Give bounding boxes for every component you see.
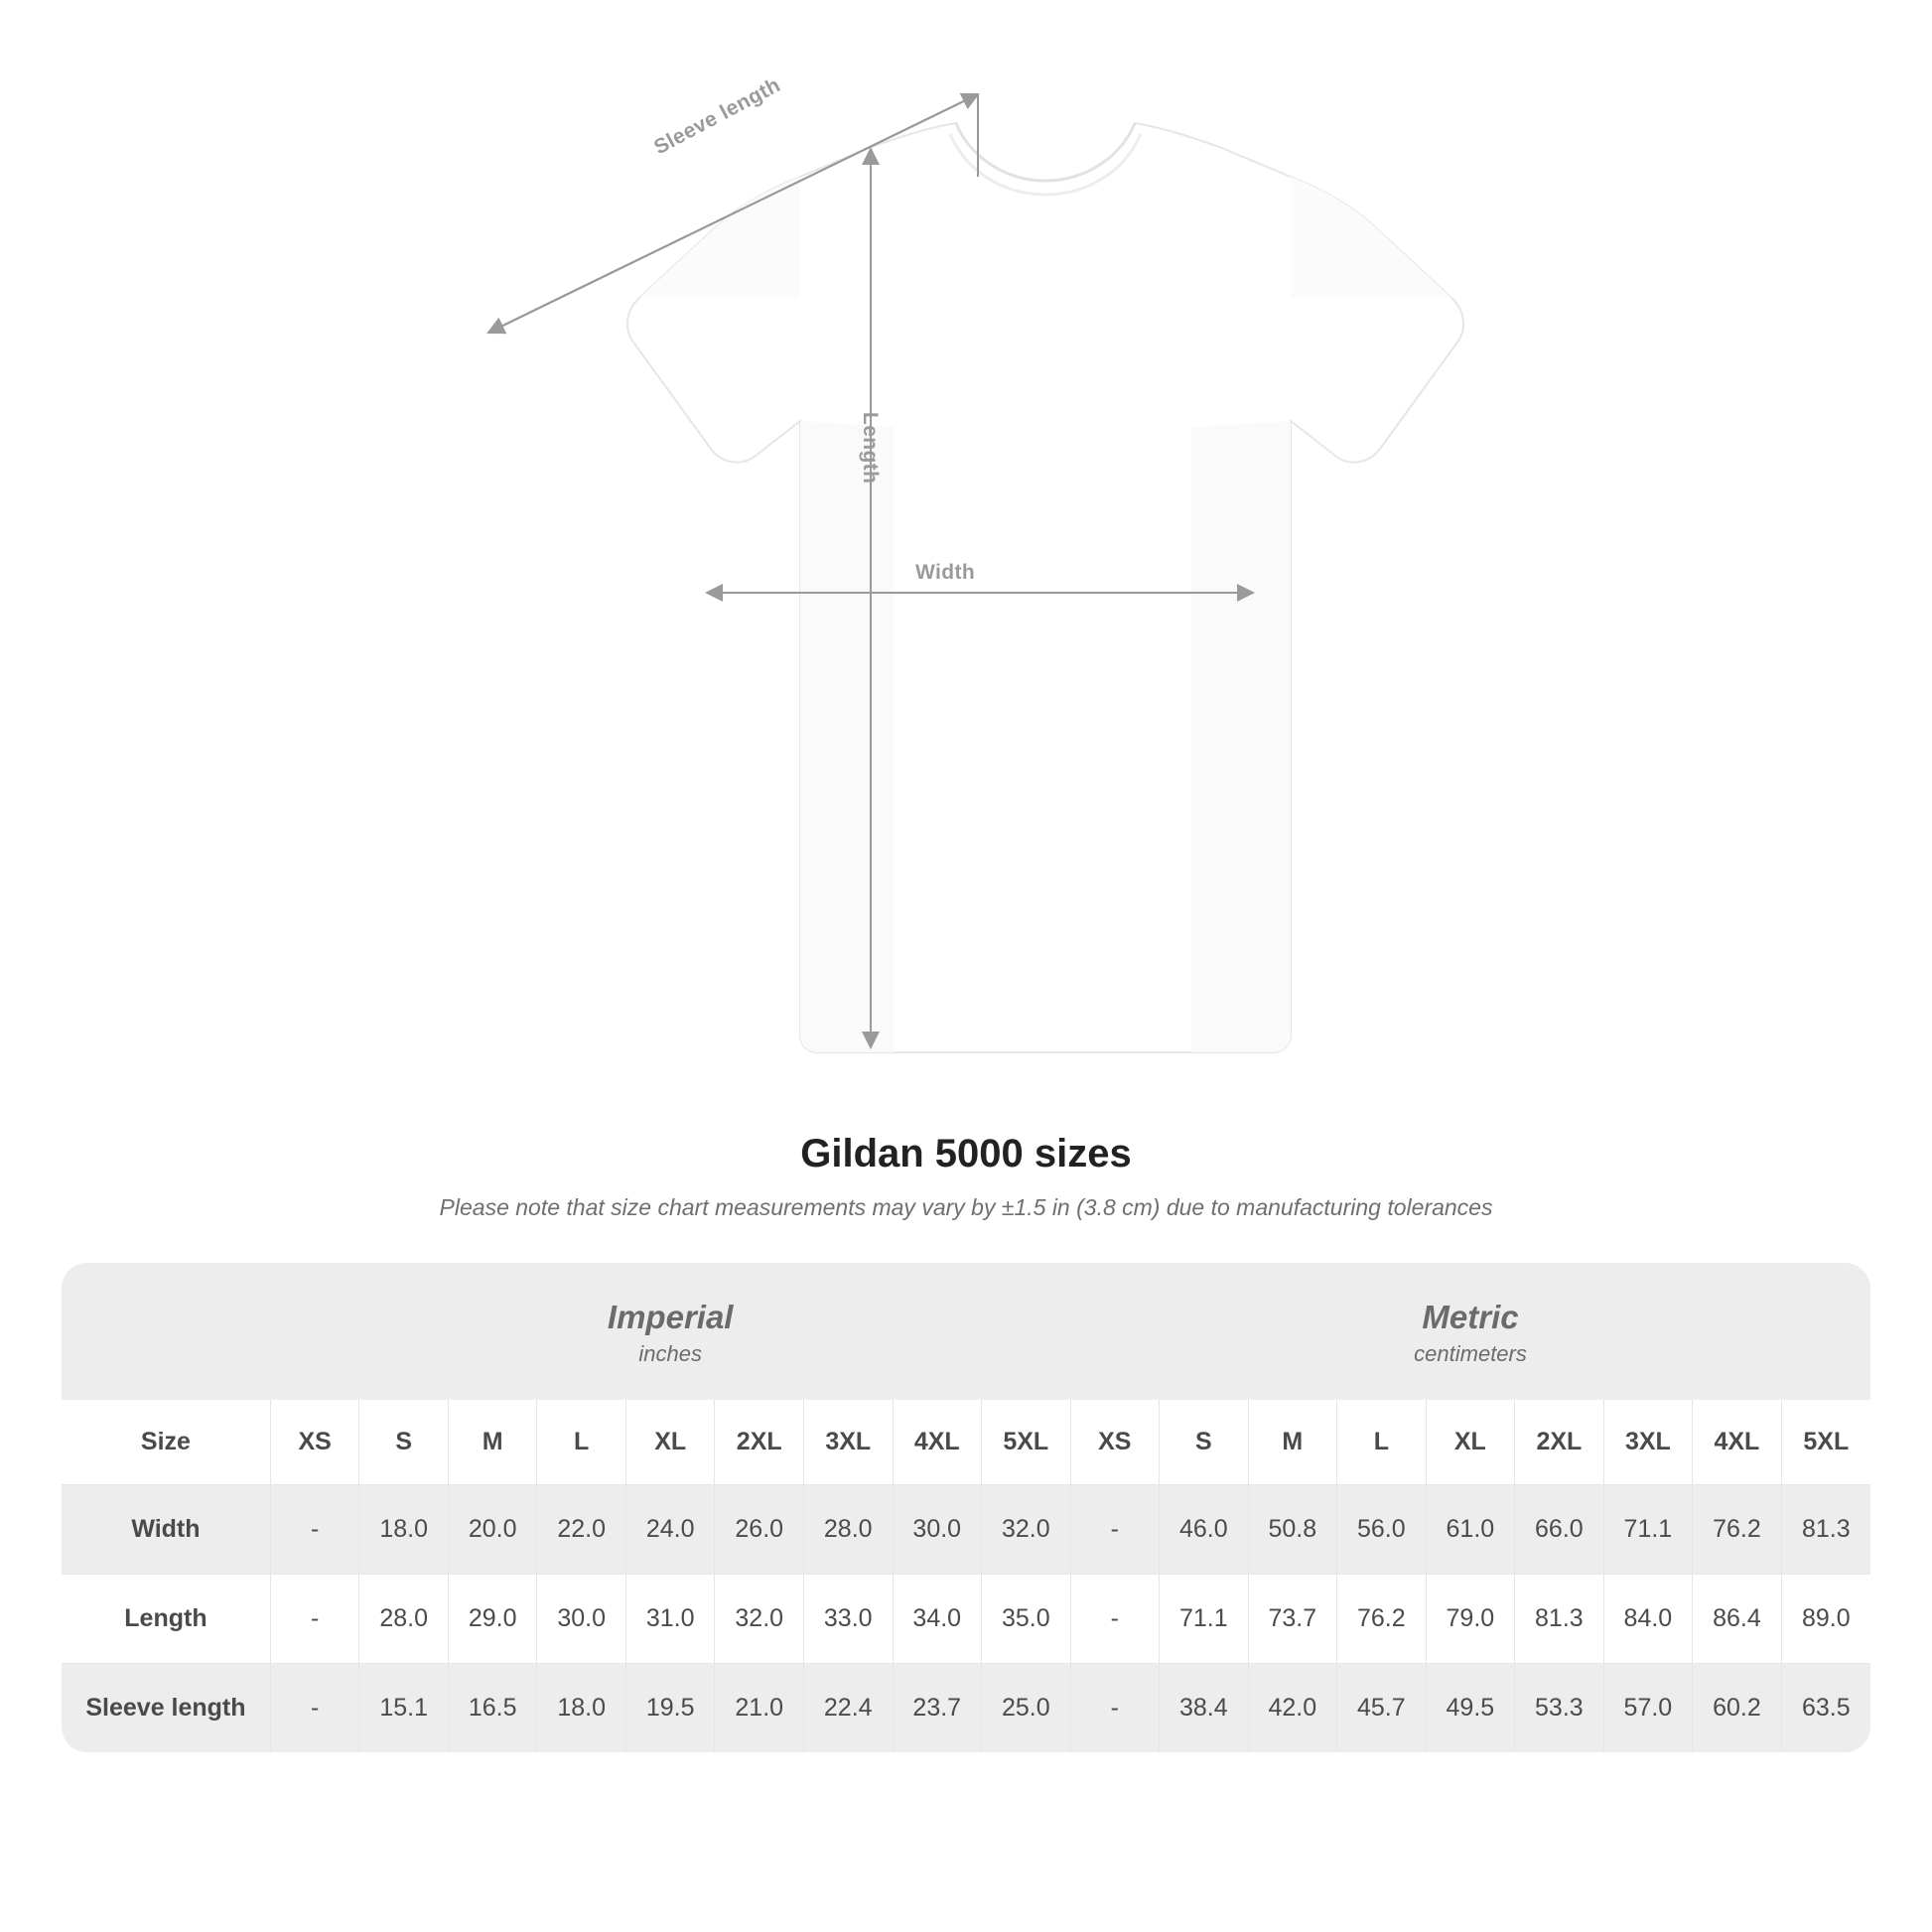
cell-length-imperial-m: 29.0 [448, 1575, 537, 1664]
cell-width-imperial-s: 18.0 [359, 1485, 449, 1575]
size-header-imperial-s: S [359, 1400, 449, 1485]
cell-sleeve-length-imperial-m: 16.5 [448, 1664, 537, 1753]
title-block [0, 1132, 1932, 1221]
size-header-metric-xl: XL [1426, 1400, 1515, 1485]
cell-width-metric-m: 50.8 [1248, 1485, 1337, 1575]
cell-width-metric-l: 56.0 [1337, 1485, 1427, 1575]
cell-width-metric-xs: - [1070, 1485, 1160, 1575]
size-header-label: Size [62, 1400, 270, 1485]
cell-sleeve-length-imperial-5xl: 25.0 [982, 1664, 1071, 1753]
cell-sleeve-length-metric-2xl: 53.3 [1515, 1664, 1604, 1753]
cell-sleeve-length-imperial-s: 15.1 [359, 1664, 449, 1753]
cell-sleeve-length-imperial-2xl: 21.0 [715, 1664, 804, 1753]
cell-width-metric-xl: 61.0 [1426, 1485, 1515, 1575]
cell-length-metric-xs: - [1070, 1575, 1160, 1664]
size-chart-table-wrap [62, 1263, 1870, 1752]
size-header-metric-m: M [1248, 1400, 1337, 1485]
cell-width-imperial-3xl: 28.0 [803, 1485, 893, 1575]
cell-sleeve-length-imperial-xl: 19.5 [625, 1664, 715, 1753]
unit-imperial [270, 1263, 1070, 1400]
cell-width-metric-3xl: 71.1 [1603, 1485, 1693, 1575]
cell-length-imperial-l: 30.0 [537, 1575, 626, 1664]
width-label: Width [915, 561, 976, 584]
cell-length-metric-l: 76.2 [1337, 1575, 1427, 1664]
cell-sleeve-length-metric-s: 38.4 [1160, 1664, 1249, 1753]
table-row [62, 1664, 1870, 1753]
cell-width-imperial-2xl: 26.0 [715, 1485, 804, 1575]
size-header-metric-s: S [1160, 1400, 1249, 1485]
cell-width-imperial-l: 22.0 [537, 1485, 626, 1575]
tshirt-shape [627, 123, 1463, 1052]
cell-length-metric-4xl: 86.4 [1693, 1575, 1782, 1664]
cell-length-metric-3xl: 84.0 [1603, 1575, 1693, 1664]
size-header-imperial-3xl: 3XL [803, 1400, 893, 1485]
size-header-imperial-4xl: 4XL [893, 1400, 982, 1485]
cell-width-metric-2xl: 66.0 [1515, 1485, 1604, 1575]
cell-length-metric-m: 73.7 [1248, 1575, 1337, 1664]
size-header-metric-l: L [1337, 1400, 1427, 1485]
size-header-metric-4xl: 4XL [1693, 1400, 1782, 1485]
unit-metric [1070, 1263, 1870, 1400]
unit-imperial-name: Imperial [607, 1299, 734, 1335]
size-header-metric-3xl: 3XL [1603, 1400, 1693, 1485]
cell-sleeve-length-metric-5xl: 63.5 [1781, 1664, 1870, 1753]
cell-length-imperial-xs: - [270, 1575, 359, 1664]
unit-header-row [62, 1263, 1870, 1400]
unit-imperial-sub: inches [638, 1341, 702, 1367]
row-label-length: Length [62, 1575, 270, 1664]
size-header-imperial-l: L [537, 1400, 626, 1485]
cell-sleeve-length-metric-l: 45.7 [1337, 1664, 1427, 1753]
row-label-width: Width [62, 1485, 270, 1575]
cell-width-metric-5xl: 81.3 [1781, 1485, 1870, 1575]
size-header-imperial-m: M [448, 1400, 537, 1485]
cell-length-imperial-xl: 31.0 [625, 1575, 715, 1664]
size-header-imperial-2xl: 2XL [715, 1400, 804, 1485]
cell-length-metric-2xl: 81.3 [1515, 1575, 1604, 1664]
size-chart-table [62, 1263, 1870, 1752]
cell-length-metric-5xl: 89.0 [1781, 1575, 1870, 1664]
size-header-metric-5xl: 5XL [1781, 1400, 1870, 1485]
size-header-metric-2xl: 2XL [1515, 1400, 1604, 1485]
cell-width-imperial-m: 20.0 [448, 1485, 537, 1575]
cell-length-imperial-s: 28.0 [359, 1575, 449, 1664]
size-chart-body [62, 1485, 1870, 1753]
cell-sleeve-length-metric-4xl: 60.2 [1693, 1664, 1782, 1753]
cell-length-imperial-3xl: 33.0 [803, 1575, 893, 1664]
cell-width-imperial-4xl: 30.0 [893, 1485, 982, 1575]
cell-sleeve-length-imperial-3xl: 22.4 [803, 1664, 893, 1753]
size-header-imperial-xs: XS [270, 1400, 359, 1485]
page-title: Gildan 5000 sizes [800, 1132, 1132, 1175]
row-label-sleeve-length: Sleeve length [62, 1664, 270, 1753]
cell-width-imperial-xl: 24.0 [625, 1485, 715, 1575]
cell-sleeve-length-metric-m: 42.0 [1248, 1664, 1337, 1753]
table-row [62, 1485, 1870, 1575]
table-row [62, 1575, 1870, 1664]
cell-sleeve-length-metric-3xl: 57.0 [1603, 1664, 1693, 1753]
cell-sleeve-length-imperial-4xl: 23.7 [893, 1664, 982, 1753]
size-header-metric-xs: XS [1070, 1400, 1160, 1485]
cell-length-imperial-5xl: 35.0 [982, 1575, 1071, 1664]
cell-width-metric-s: 46.0 [1160, 1485, 1249, 1575]
cell-length-metric-xl: 79.0 [1426, 1575, 1515, 1664]
unit-spacer [62, 1263, 270, 1400]
sleeve-length-label: Sleeve length [650, 72, 784, 160]
cell-sleeve-length-metric-xl: 49.5 [1426, 1664, 1515, 1753]
size-header-row [62, 1400, 1870, 1485]
cell-length-metric-s: 71.1 [1160, 1575, 1249, 1664]
unit-metric-sub: centimeters [1414, 1341, 1527, 1367]
cell-sleeve-length-metric-xs: - [1070, 1664, 1160, 1753]
size-header-imperial-5xl: 5XL [982, 1400, 1071, 1485]
size-header-imperial-xl: XL [625, 1400, 715, 1485]
cell-sleeve-length-imperial-l: 18.0 [537, 1664, 626, 1753]
cell-width-imperial-5xl: 32.0 [982, 1485, 1071, 1575]
cell-width-imperial-xs: - [270, 1485, 359, 1575]
cell-sleeve-length-imperial-xs: - [270, 1664, 359, 1753]
cell-length-imperial-4xl: 34.0 [893, 1575, 982, 1664]
cell-length-imperial-2xl: 32.0 [715, 1575, 804, 1664]
tolerance-note: Please note that size chart measurements may vary by ±1.5 in (3.8 cm) due to manufacturing tolerances [439, 1194, 1493, 1220]
cell-width-metric-4xl: 76.2 [1693, 1485, 1782, 1575]
length-label: Length [859, 412, 882, 484]
unit-metric-name: Metric [1422, 1299, 1519, 1335]
